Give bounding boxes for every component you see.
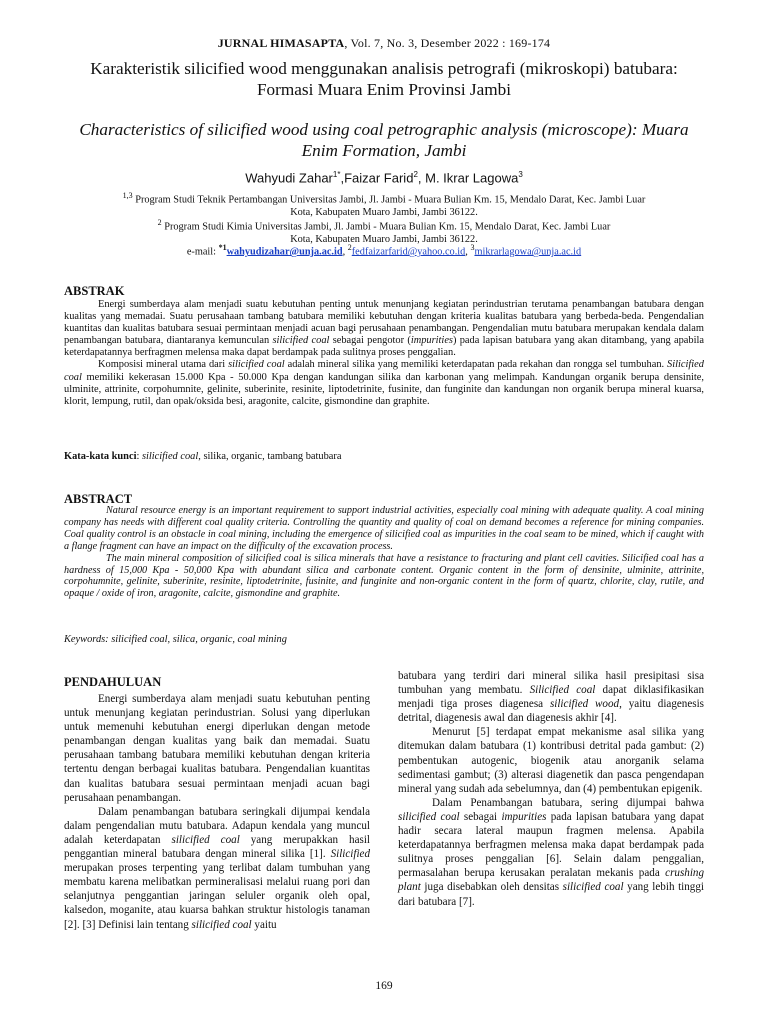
body-paragraph: Menurut [5] terdapat empat mekanisme asal silika yang ditemukan dalam batubara (1) kontribusi detrital pada gambut: (2) pembentukan autogenic, biogenik atau anorganik selama sedimentasi gambut; (3) alterasi diagenetik dan pasca pengendapan mineral yang sudah ada sebelumnya, dan (4) pembentukan epigenik.	[398, 726, 704, 795]
affiliation-1	[80, 190, 688, 219]
text-run: ) pada lapisan batubara yang akan ditambang, yang apabila keterdapatannya berfragmen melensa maka dapat berdampak pada sulitnya proses penggalian.	[64, 335, 704, 359]
text-run: memiliki kekerasan 15.000 Kpa - 50.000 Kpa dengan kandungan silika dan karbonan yang melimpah. Kandungan organik berupa densinite, ulminite, attrinite, corpohumnite, gelinite, suberinite, resinite, liptodetrinite, fusinite, dan funginite dan kandungan non organik berupa mineral kuarsa, klorit, lempung, rutil, dan opak/oksida besi, aragonite, calcite, gismondine dan graphite.	[64, 371, 704, 407]
email-link-2[interactable]: fedfaizarfarid@yahoo.co.id	[351, 246, 466, 258]
text-run: , silika, organic, tambang batubara	[198, 451, 342, 462]
text-run: Silicified	[330, 848, 370, 861]
text-run: silicified coal	[228, 359, 285, 371]
title-english: Characteristics of silicified wood using coal petrographic analysis (microscope): Muara Enim Formation, Jambi	[79, 120, 689, 160]
abstract-heading: ABSTRACT	[64, 492, 133, 506]
page-number: 169	[375, 980, 393, 992]
abstrak-paragraph	[64, 299, 704, 359]
abstract-paragraph: Natural resource energy is an important requirement to support industrial activities, especially coal mining with adequate quality. A coal mining company has needs with different coal quality criteria. Controlling the quantity and quality of coal on demand becomes a reference for mining companies. Coal quality control is an obstacle in coal mining, including the emergence of silicified coal as impurities in the coal seam to be mined, which if caught with a flange fragment can have an impact on the difficulty of the excavation process.	[64, 505, 704, 552]
text-run: juga disebabkan oleh densitas	[420, 881, 563, 894]
affiliation-line: Kota, Kabupaten Muaro Jambi, Jambi 36122.	[290, 206, 478, 218]
text-run: yang lebih tinggi dari batubara [7].	[398, 881, 704, 908]
email-sup: *1	[218, 243, 227, 252]
text-run: sebagai	[459, 810, 502, 823]
pendahuluan-heading: PENDAHULUAN	[64, 675, 162, 689]
affiliation-sup: 1,3	[122, 191, 133, 200]
kata-kunci: Kata-kata kunci: silicified coal, silika, organic, tambang batubara	[64, 451, 342, 462]
email-sup: 2	[347, 243, 352, 252]
text-run: Energi sumberdaya alam menjadi suatu kebutuhan penting untuk menunjang kegiatan perindustrian terutama penambangan batubara dengan kualitas yang memadai. Suatu perusahaan tambang batubara memiliki kebutuhan dengan kriteria kualitas batubara yang berbeda-beda. Pengendalian kuantitas dan kualitas batubara sesuai permintaan menjadi acuan bagi perusahaan penambangan. Pengendalian mutu batubara merupakan kendala dalam penambangan batubara, diantaranya kemunculan	[64, 299, 704, 347]
text-run: yaitu	[251, 918, 277, 931]
text-run: yang merupakkan hasil penggantian mineral batubara dengan mineral silika [1].	[64, 833, 370, 861]
text-run: silicified coal	[398, 810, 460, 823]
abstrak-heading: ABSTRAK	[64, 284, 125, 298]
author-sup: 2	[413, 170, 418, 179]
text-run: pada lapisan batubara yang dapat hadir secara lateral maupun fragmen melensa. Apabila keterdapatannya berfragmen melensa maka dapat berdampak pada sulitnya proses penggalian [6]. Selain dalam penggalian, permasalahan berupa kerusakan peralatan mekanis pada	[398, 810, 704, 880]
text-run: silicified coal	[141, 451, 199, 462]
affiliation-line: Program Studi Teknik Pertambangan Universitas Jambi, Jl. Jambi - Muara Bulian Km. 15, Mendalo Darat, Kec. Jambi Luar	[135, 194, 646, 206]
text-run: silicified coal	[272, 335, 330, 347]
text-run: batubara yang terdiri dari mineral silika hasil presipitasi sisa tumbuhan yang membatu.	[398, 670, 704, 697]
keywords: Keywords: silicified coal, silica, organic, coal mining	[64, 634, 287, 645]
text-run: dapat diklasifikasikan menjadi tiga proses diagenesa	[398, 684, 704, 711]
email-sup: 3	[470, 243, 475, 252]
text-run: Komposisi mineral utama dari	[98, 359, 229, 371]
text-run: , yaitu diagenesis detrital, diagenesis awal dan diagenesis akhir [4].	[398, 698, 704, 725]
text-run: crushing plant	[398, 867, 704, 894]
abstrak-body	[64, 299, 704, 408]
journal-info: , Vol. 7, No. 3, Desember 2022 : 169-174	[344, 36, 551, 50]
author-name: Faizar Farid	[344, 170, 414, 186]
email-line: e-mail: $^{*1}$wahyudizahar@unja.ac.id, $^2$fedfaizarfarid@yahoo.co.id, $^3$mikrarlagowa@unja.ac.id	[186, 243, 582, 258]
author-sup: 1*	[332, 170, 341, 179]
email-label: e-mail:	[186, 246, 216, 258]
abstract-paragraph: The main mineral composition of silicified coal is silica minerals that have a resistance to fracturing and plant cell cavities. Silicified coal has a hardness of 15,000 Kpa - 50,000 Kpa with abundant silica and carbonate content. Organic content in the form of densinite, ulminite, attrinite, corpohumnite, gelinite, suberinite, resinite, liptodetrinite, fusinite, and funginite and non-organic content in the form of quartz, chlorite, clay, rutile, and opaque / oxide of iron, aragonite, calcite, gismondine and graphite.	[64, 552, 704, 600]
journal-header	[0, 36, 768, 51]
body-paragraph	[64, 805, 370, 932]
text-run: adalah mineral silika yang memiliki keterdapatan pada rekahan dan rongga sel tumbuhan.	[284, 359, 668, 371]
text-run: Dalam Penambangan batubara, sering dijumpai bahwa	[432, 796, 704, 809]
email-link-3[interactable]: mikrarlagowa@unja.ac.id	[474, 246, 582, 258]
email-link-1[interactable]: wahyudizahar@unja.ac.id	[226, 246, 343, 258]
body-paragraph	[398, 796, 704, 909]
text-run: merupakan proses terpenting yang terlibat dalam tumbuhan yang membatu karena melibatkan permineralisasi melalui ruang pori dan selanjutnya penggantian jaringan seluler organik oleh opal, kalsedon, moganite, atau kuarsa bahkan struktur histologis tanaman [2]. [3] Definisi lain tentang	[64, 862, 370, 931]
affiliation-line: Kota, Kabupaten Muaro Jambi, Jambi 36122.	[290, 233, 478, 245]
text-run: silicified wood	[549, 698, 620, 711]
affiliation-2	[80, 217, 688, 246]
text-run: impurities	[501, 810, 547, 823]
text-run: silicified coal	[191, 918, 252, 931]
text-run: Dalam penambangan batubara seringkali dijumpai kendala dalam pengendalian mutu batubara. Adapun kendala yang muncul adalah keterdapatan	[64, 805, 370, 846]
text-run: silicified coal	[562, 881, 624, 894]
abstrak-paragraph	[64, 359, 704, 407]
body-paragraph	[398, 669, 704, 725]
keywords-label: Kata-kata kunci	[64, 451, 137, 462]
text-run: Silicified coal	[64, 359, 704, 383]
author-name: M. Ikrar Lagowa	[425, 170, 519, 186]
affiliation-sup: 2	[157, 218, 162, 227]
title-indonesian: Karakteristik silicified wood menggunakan analisis petrografi (mikroskopi) batubara: Formasi Muara Enim Provinsi Jambi	[90, 59, 678, 99]
author-name: Wahyudi Zahar	[245, 170, 333, 186]
body-column-left	[64, 692, 370, 932]
body-paragraph: Energi sumberdaya alam menjadi suatu kebutuhan penting untuk menunjang kegiatan perindustrian. Solusi yang diperlukan untuk memenuhi kebutuhan energi diperlukan dengan metode penambangan dengan kualitas yang baik dan memadai. Suatu perusahaan tambang batubara memiliki kebutuhan dengan kriteria tertentu dengan berbagai kualitas batubara. Pengendalian kuantitas dan kualitas batubara sesuai permintaan menjadi acuan bagi perusahaan penambangan.	[64, 693, 370, 804]
text-run: Silicified coal	[529, 684, 596, 697]
author-sup: 3	[518, 170, 523, 179]
body-column-right	[398, 669, 704, 909]
affiliation-line: Program Studi Kimia Universitas Jambi, Jl. Jambi - Muara Bulian Km. 15, Mendalo Darat, Kec. Jambi Luar	[164, 221, 611, 233]
journal-name: JURNAL HIMASAPTA	[217, 36, 345, 50]
text-run: sebagai pengotor (	[329, 335, 411, 347]
text-run: silicified coal	[171, 833, 240, 846]
abstract-body	[64, 505, 704, 600]
author-list: Wahyudi Zahar$^{1*}$,Faizar Farid$^2$, M. Ikrar Lagowa$^3$	[245, 170, 523, 186]
text-run: impurities	[410, 335, 453, 347]
